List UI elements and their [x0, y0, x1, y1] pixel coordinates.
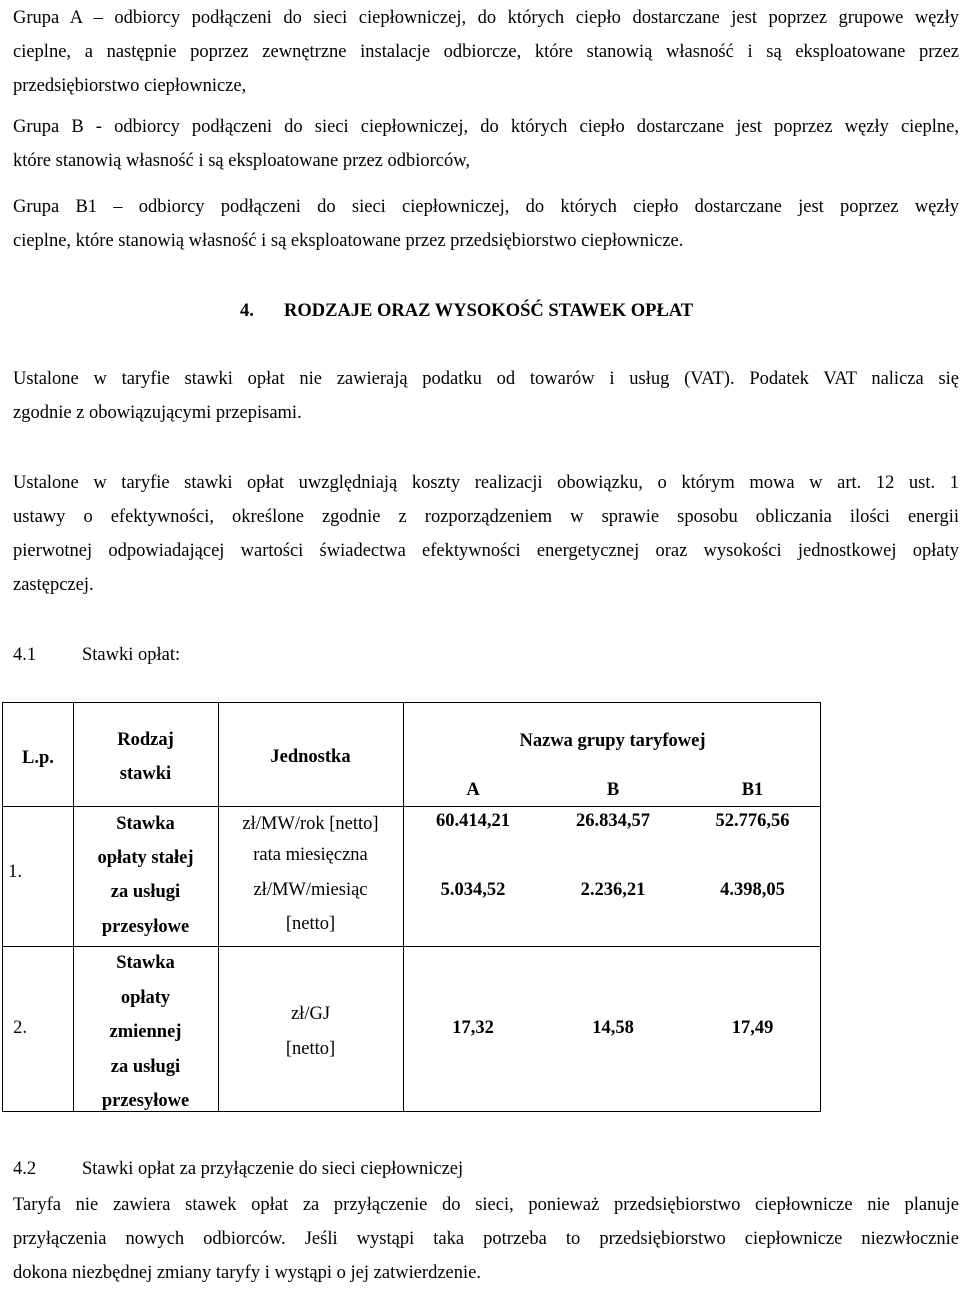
- text-line: cieplne, które stanowią własność i są eksploatowane przez przedsiębiorstwo ciepłownicze.: [13, 231, 684, 251]
- text-line: Ustalone w taryfie stawki opłat uwzględniają koszty realizacji obowiązku, o którym mowa w art. 12 ust. 1: [13, 473, 959, 493]
- header-grupa-taryfowa: Nazwa grupy taryfowej: [519, 731, 706, 751]
- section-4-number: 4.: [240, 301, 254, 321]
- row1-lp: 1.: [8, 862, 22, 882]
- text-line: Grupa B1 – odbiorcy podłączeni do sieci ciepłowniczej, do których ciepło dostarczane jest poprzez węzły: [13, 197, 959, 217]
- text-line: pierwotnej odpowiadającej wartości świadectwa efektywności energetycznej oraz wysokości jednostkowej opłaty: [13, 541, 959, 561]
- row1-month-b: 2.236,21: [580, 880, 646, 900]
- paragraph-grupa-a: [13, 1, 959, 103]
- header-lp: L.p.: [22, 748, 54, 768]
- header-rodzaj-line1: Rodzaj: [117, 730, 174, 750]
- row2-value-b: 14,58: [592, 1018, 634, 1038]
- row2-name-line1: Stawka: [116, 953, 175, 973]
- text-line: dokona niezbędnej zmiany taryfy i wystąpi o jej zatwierdzenie.: [13, 1263, 481, 1283]
- text-line: Grupa B - odbiorcy podłączeni do sieci ciepłowniczej, do których ciepło dostarczane jest poprzez węzły cieplne,: [13, 117, 959, 137]
- rates-table: [2, 702, 821, 1112]
- section-4-1-number: 4.1: [13, 645, 37, 665]
- section-4-1-title: Stawki opłat:: [82, 645, 181, 665]
- row2-unit-line1: zł/GJ: [290, 1004, 331, 1024]
- section-4-2-title: Stawki opłat za przyłączenie do sieci ciepłowniczej: [82, 1159, 464, 1179]
- text-line: zgodnie z obowiązującymi przepisami.: [13, 403, 302, 423]
- header-rodzaj-line2: stawki: [119, 764, 172, 784]
- row1-unit-year: zł/MW/rok [netto]: [242, 814, 379, 834]
- header-col-b1: B1: [741, 780, 764, 800]
- text-line: przyłączenia nowych odbiorców. Jeśli wystąpi taka potrzeba to przedsiębiorstwo ciepłownicze niezwłocznie: [13, 1229, 959, 1249]
- text-line: które stanowią własność i są eksploatowane przez odbiorców,: [13, 151, 471, 171]
- paragraph-grupa-b: [13, 110, 959, 178]
- text-line: zastępczej.: [13, 575, 94, 595]
- row1-name-line3: za usługi: [110, 882, 181, 902]
- paragraph-vat: [13, 362, 959, 430]
- row2-name-line4: za usługi: [110, 1057, 181, 1077]
- row1-name-line2: opłaty stałej: [97, 848, 194, 868]
- row1-year-b1: 52.776,56: [715, 811, 790, 831]
- table-grid-line: [403, 703, 404, 1111]
- paragraph-przylaczenie: [13, 1188, 959, 1290]
- header-col-b: B: [606, 780, 620, 800]
- row1-year-b: 26.834,57: [576, 811, 650, 831]
- header-jednostka: Jednostka: [270, 747, 351, 767]
- row2-name-line5: przesyłowe: [101, 1091, 190, 1111]
- section-4-2-number: 4.2: [13, 1159, 37, 1179]
- header-col-a: A: [466, 780, 480, 800]
- text-line: Taryfa nie zawiera stawek opłat za przyłączenie do sieci, ponieważ przedsiębiorstwo ciepłownicze nie planuje: [13, 1195, 959, 1215]
- text-line: cieplne, a następnie poprzez zewnętrzne instalacje odbiorcze, które stanowią własność i są eksploatowane przez: [13, 42, 959, 62]
- row1-name-line1: Stawka: [116, 814, 175, 834]
- section-4-title: RODZAJE ORAZ WYSOKOŚĆ STAWEK OPŁAT: [284, 301, 694, 321]
- text-line: ustawy o efektywności, określone zgodnie z rozporządzeniem w sprawie sposobu obliczania ilości energii: [13, 507, 959, 527]
- row1-month-b1: 4.398,05: [720, 880, 785, 900]
- text-line: Grupa A – odbiorcy podłączeni do sieci ciepłowniczej, do których ciepło dostarczane jest poprzez grupowe węzły: [13, 8, 959, 28]
- row2-unit-line2: [netto]: [285, 1039, 336, 1059]
- row1-unit-month-line3: [netto]: [285, 914, 336, 934]
- paragraph-grupa-b1: [13, 190, 959, 258]
- text-line: przedsiębiorstwo ciepłownicze,: [13, 76, 247, 96]
- row2-name-line2: opłaty: [120, 988, 171, 1008]
- row2-name-line3: zmiennej: [109, 1022, 182, 1042]
- row1-month-a: 5.034,52: [440, 880, 506, 900]
- paragraph-efektywnosc: [13, 466, 959, 602]
- row1-name-line4: przesyłowe: [101, 917, 190, 937]
- row2-value-a: 17,32: [452, 1018, 494, 1038]
- row2-value-b1: 17,49: [731, 1018, 774, 1038]
- text-line: Ustalone w taryfie stawki opłat nie zawierają podatku od towarów i usług (VAT). Podatek VAT nalicza się: [13, 369, 959, 389]
- row2-lp: 2.: [13, 1018, 27, 1038]
- row1-year-a: 60.414,21: [436, 811, 510, 831]
- row1-unit-month-line2: zł/MW/miesiąc: [253, 880, 368, 900]
- row1-unit-month-line1: rata miesięczna: [253, 845, 368, 865]
